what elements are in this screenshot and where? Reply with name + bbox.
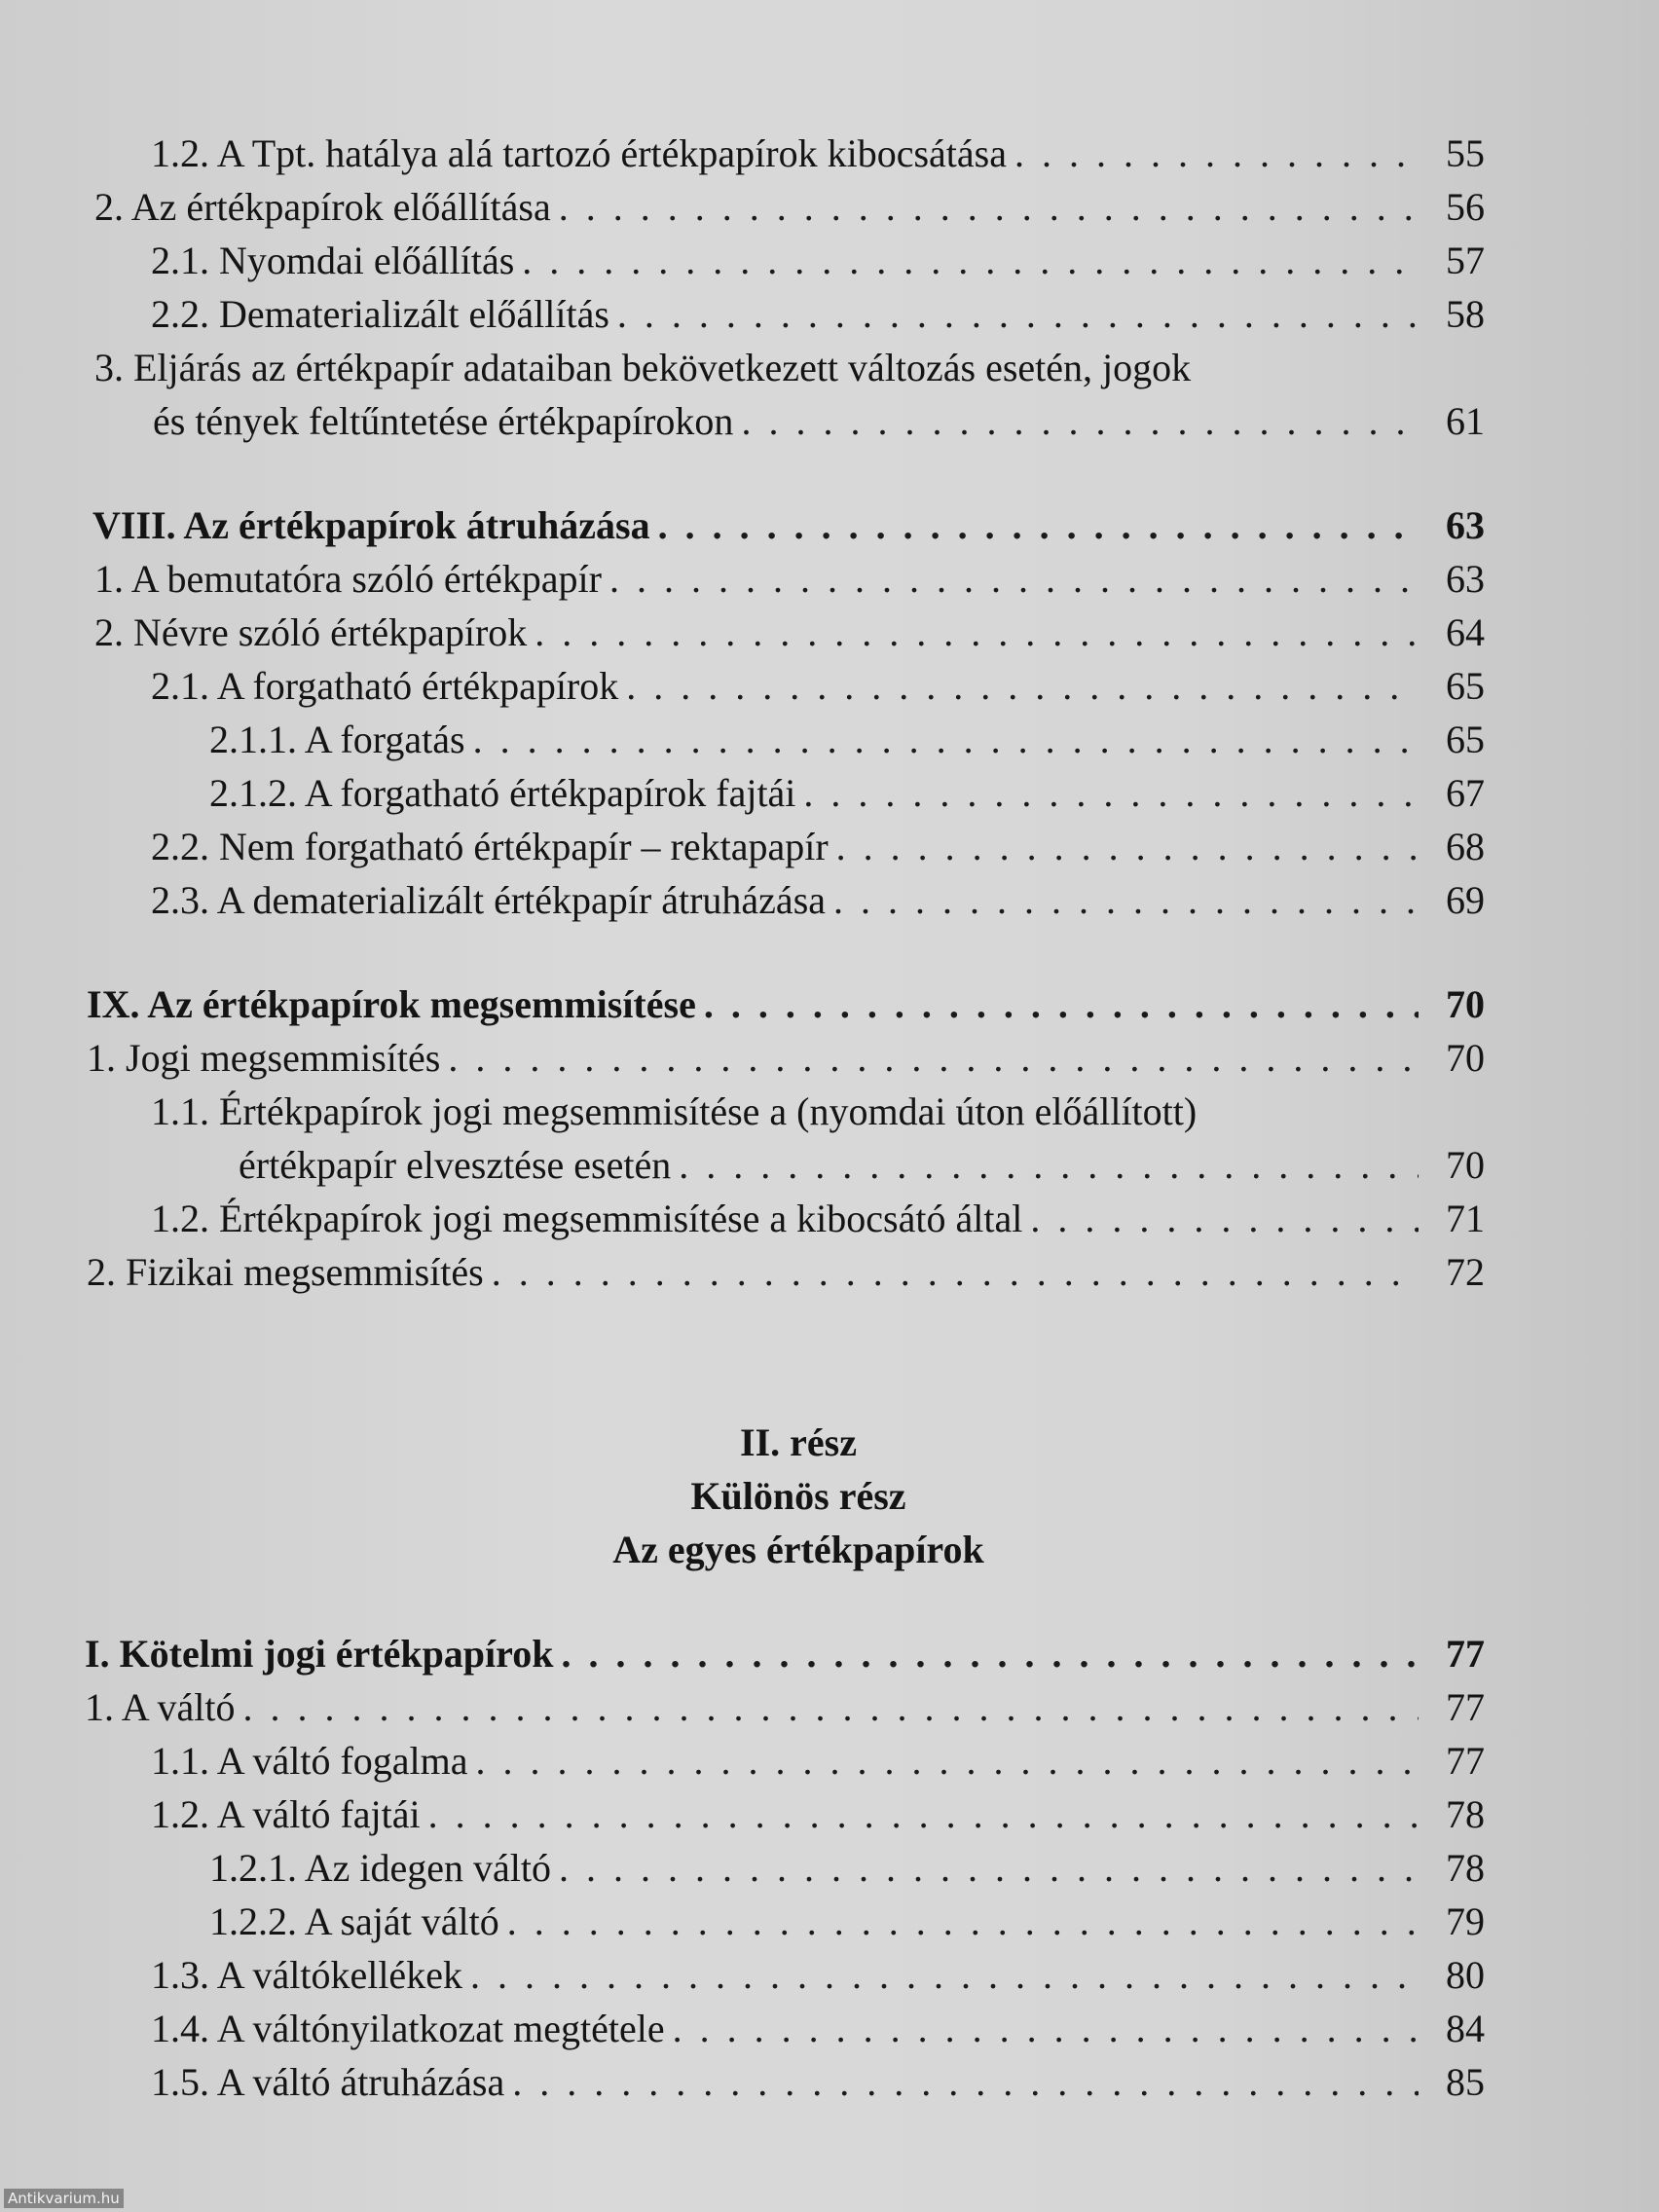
toc-entry xyxy=(83,2002,1485,2055)
toc-entry-page: 80 xyxy=(1446,1953,1485,1997)
toc-entry-page: 77 xyxy=(1446,1685,1485,1729)
toc-entry-title-line: 1.1. Értékpapírok jogi megsemmisítése a (nyomdai úton előállított) xyxy=(151,1089,1198,1133)
toc-entry xyxy=(83,1192,1485,1245)
dot-leader xyxy=(476,1734,1419,1788)
dot-leader xyxy=(535,606,1419,659)
toc-entry-page: 55 xyxy=(1446,131,1485,175)
toc-entry-title: 2.2. Dematerializált előállítás xyxy=(151,292,609,336)
toc-entry xyxy=(83,127,1485,180)
toc-entry-title: 1. A bemutatóra szóló értékpapír xyxy=(94,557,602,601)
toc-entry xyxy=(83,1841,1485,1895)
toc-entry-title: 2.1.2. A forgatható értékpapírok fajtái xyxy=(209,771,796,815)
toc-entry-page: 65 xyxy=(1446,718,1485,761)
toc-entry xyxy=(83,394,1485,448)
toc-entry-title: 1.4. A váltónyilatkozat megtétele xyxy=(151,2007,665,2050)
toc-entry xyxy=(83,1680,1485,1734)
dot-leader xyxy=(617,287,1419,341)
toc-entry xyxy=(83,766,1485,820)
part-number: II. rész xyxy=(740,1420,857,1464)
toc-entry xyxy=(83,873,1485,927)
toc-entry-page: 61 xyxy=(1446,399,1485,443)
toc-entry-title-line: 3. Eljárás az értékpapír adataiban bekövetkezett változás esetén, jogok xyxy=(94,346,1192,389)
chapter-heading xyxy=(83,1627,1485,1680)
dot-leader xyxy=(833,873,1419,927)
toc-entry-title: 2. Névre szóló értékpapírok xyxy=(94,610,528,654)
toc-entry-title: IX. Az értékpapírok megsemmisítése xyxy=(87,982,696,1026)
dot-leader xyxy=(470,1948,1419,2002)
toc-entry xyxy=(83,2055,1485,2109)
toc-entry-page: 64 xyxy=(1446,610,1485,654)
toc-entry-title: 1.5. A váltó átruházása xyxy=(151,2060,505,2104)
toc-entry-page: 63 xyxy=(1446,503,1485,547)
dot-leader xyxy=(679,1138,1419,1192)
toc-entry-title: 2.2. Nem forgatható értékpapír – rektapapír xyxy=(151,825,829,868)
toc-entry-page: 77 xyxy=(1446,1739,1485,1783)
toc-entry-title: 2. Az értékpapírok előállítása xyxy=(94,185,551,229)
dot-leader xyxy=(803,766,1419,820)
dot-leader xyxy=(836,820,1419,873)
toc-entry-title: 2.1. Nyomdai előállítás xyxy=(151,239,515,282)
toc-entry-title: I. Kötelmi jogi értékpapírok xyxy=(85,1632,554,1676)
dot-leader xyxy=(522,234,1419,287)
toc-entry-page: 78 xyxy=(1446,1792,1485,1836)
toc-entry-title: értékpapír elvesztése esetén xyxy=(239,1143,672,1187)
toc-entry-page: 84 xyxy=(1446,2007,1485,2050)
toc-entry xyxy=(83,1788,1485,1841)
toc-entry xyxy=(83,1138,1485,1192)
toc-entry-title: 2.3. A dematerializált értékpapír átruházása xyxy=(151,878,827,922)
part-name: Különös rész xyxy=(690,1474,906,1518)
chapter-heading xyxy=(83,977,1485,1031)
toc-entry-page: 71 xyxy=(1446,1197,1485,1240)
toc-entry-title: 2.1. A forgatható értékpapírok xyxy=(151,664,619,708)
toc-entry-page: 69 xyxy=(1446,878,1485,922)
toc-entry-page: 65 xyxy=(1446,664,1485,708)
toc-entry xyxy=(83,1734,1485,1788)
toc-entry-page: 77 xyxy=(1446,1632,1485,1676)
toc-entry xyxy=(83,713,1485,766)
dot-leader xyxy=(507,1895,1419,1948)
toc-entry-page: 70 xyxy=(1446,1036,1485,1080)
toc-entry-page: 56 xyxy=(1446,185,1485,229)
toc-entry xyxy=(83,234,1485,287)
toc-entry-title: 1.2.1. Az idegen váltó xyxy=(209,1846,552,1890)
toc-entry-page: 79 xyxy=(1446,1899,1485,1943)
toc-entry xyxy=(83,1895,1485,1948)
toc-entry-title: 1.2. A Tpt. hatálya alá tartozó értékpapírok kibocsátása xyxy=(151,131,1007,175)
toc-entry-title: 1.2. Értékpapírok jogi megsemmisítése a kibocsátó által xyxy=(151,1197,1023,1240)
toc-entry-title: 1.2. A váltó fajtái xyxy=(151,1792,421,1836)
toc-entry xyxy=(83,1245,1485,1299)
dot-leader xyxy=(448,1031,1419,1085)
toc-entry xyxy=(83,606,1485,659)
toc-entry xyxy=(83,552,1485,606)
dot-leader xyxy=(559,180,1419,234)
dot-leader xyxy=(242,1680,1419,1734)
dot-leader xyxy=(1014,127,1419,180)
dot-leader xyxy=(741,394,1419,448)
part-subtitle: Az egyes értékpapírok xyxy=(612,1528,984,1571)
chapter-heading xyxy=(83,498,1485,552)
dot-leader xyxy=(561,1627,1419,1680)
dot-leader xyxy=(473,713,1419,766)
toc-entry xyxy=(83,659,1485,713)
toc-entry-page: 63 xyxy=(1446,557,1485,601)
toc-entry xyxy=(83,180,1485,234)
dot-leader xyxy=(512,2055,1419,2109)
dot-leader xyxy=(559,1841,1419,1895)
toc-entry xyxy=(83,1031,1485,1085)
toc-entry-title: VIII. Az értékpapírok átruházása xyxy=(92,503,650,547)
toc-entry-title: 1. A váltó xyxy=(85,1685,236,1729)
table-of-contents xyxy=(83,127,1485,2109)
toc-entry xyxy=(83,287,1485,341)
dot-leader xyxy=(704,977,1419,1031)
toc-entry xyxy=(83,1948,1485,2002)
toc-entry-title: 1. Jogi megsemmisítés xyxy=(87,1036,441,1080)
toc-entry-page: 67 xyxy=(1446,771,1485,815)
dot-leader xyxy=(492,1245,1419,1299)
dot-leader xyxy=(626,659,1419,713)
toc-entry-page: 78 xyxy=(1446,1846,1485,1890)
watermark: Antikvarium.hu xyxy=(4,2189,124,2208)
toc-entry-page: 70 xyxy=(1446,982,1485,1026)
toc-entry-title: 1.3. A váltókellékek xyxy=(151,1953,462,1997)
dot-leader xyxy=(1030,1192,1419,1245)
toc-entry-title: 2.1.1. A forgatás xyxy=(209,718,465,761)
toc-entry-title: 1.2.2. A saját váltó xyxy=(209,1899,499,1943)
dot-leader xyxy=(609,552,1419,606)
dot-leader xyxy=(673,2002,1419,2055)
toc-entry-page: 70 xyxy=(1446,1143,1485,1187)
toc-entry-page: 68 xyxy=(1446,825,1485,868)
dot-leader xyxy=(428,1788,1419,1841)
toc-entry-page: 58 xyxy=(1446,292,1485,336)
toc-entry-page: 57 xyxy=(1446,239,1485,282)
toc-entry-title: 2. Fizikai megsemmisítés xyxy=(87,1250,484,1294)
toc-entry-title: és tények feltűntetése értékpapírokon xyxy=(153,399,734,443)
toc-entry-page: 72 xyxy=(1446,1250,1485,1294)
dot-leader xyxy=(658,498,1419,552)
toc-entry-page: 85 xyxy=(1446,2060,1485,2104)
toc-entry xyxy=(83,820,1485,873)
toc-entry-title: 1.1. A váltó fogalma xyxy=(151,1739,468,1783)
